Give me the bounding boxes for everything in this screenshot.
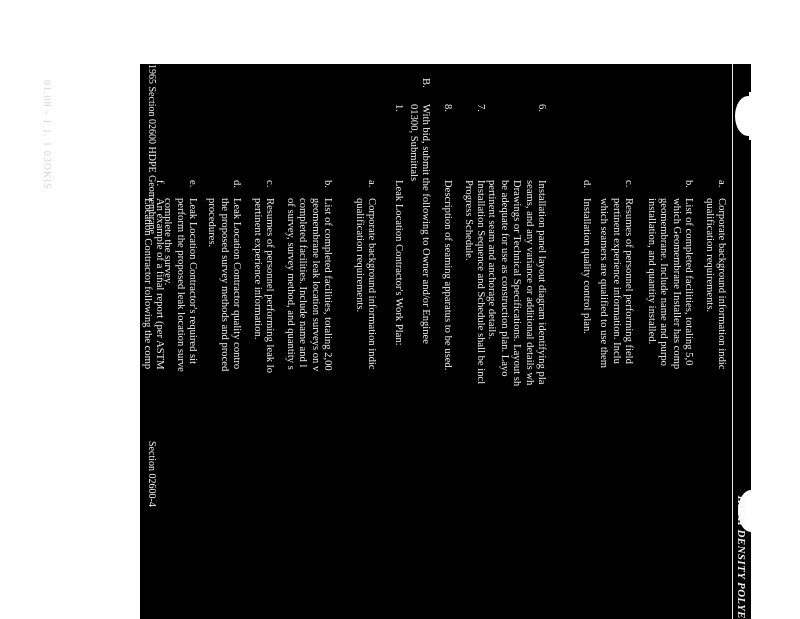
section-text-line: Corporate background information indic (366, 198, 377, 370)
section-label: a. (716, 180, 727, 188)
section-text-line: Progress Schedule. (462, 180, 474, 261)
section-label: c. (264, 180, 275, 188)
section-text-line: the proposed survey methods and proced (218, 198, 230, 372)
section-text-line: List of completed facilities, totaling 5,0 (683, 198, 694, 366)
section-text-line: An example of a final report (per ASTM (154, 198, 165, 370)
punch-hole-middle-edge (751, 486, 763, 536)
section-text-line: Installation panel layout diagram identifying pla (536, 180, 547, 385)
section-label: e. (187, 180, 198, 188)
section-text-line: installation, and quantity installed. (645, 198, 657, 345)
page-header: HIGH DENSITY POLYE (735, 495, 747, 619)
section-label: b. (683, 180, 694, 188)
section-text-line: geomembrane. Include name and purpo (658, 198, 670, 366)
section-label: b. (322, 180, 333, 188)
section-label: 6. (536, 104, 547, 112)
section-label: 7. (475, 104, 486, 112)
section-text-line: pertinent seam and anchorage details. (486, 180, 498, 340)
section-text-line: Installation Sequence and Schedule shall be incl (475, 180, 486, 385)
section-text-line: qualification requirements. (353, 198, 365, 313)
bleed-through-text: 01.08 - 1 1. 1 03OKlS (41, 80, 52, 190)
section-label: 1. (393, 104, 404, 112)
section-text-line: List of completed facilities, totaling 2,00 (322, 198, 333, 371)
rotated-page-content (140, 64, 751, 619)
section-text-line: seams, and any variance or additional details wh (523, 180, 535, 386)
footer-left: 1965 Section 02600 HDPE Geomembrane (146, 64, 157, 234)
section-text-line: Resumes of personnel performing leak lo (264, 198, 275, 374)
punch-hole-top-edge (749, 92, 763, 140)
section-label: B. (420, 78, 431, 88)
section-text-line: Leak Location Contractor quality contro (231, 198, 242, 370)
section-text-line: Corporate background information indic (716, 198, 727, 370)
section-label: 8. (442, 104, 453, 112)
section-text-line: Installation quality control plan. (581, 198, 592, 334)
section-text-line: complete the survey. (162, 198, 174, 286)
section-text-line: With bid, submit the following to Owner and/or Enginee (420, 104, 431, 344)
section-label: d. (231, 180, 242, 188)
section-text-line: Leak Location Contractor's required sit (187, 198, 198, 365)
section-text-line: of survey, survey method, and quantity s (284, 198, 296, 370)
section-label: c. (623, 180, 634, 188)
section-text-line: which seamers are qualified to use them (598, 198, 610, 369)
section-text-line: geomembrane leak location surveys on v (309, 198, 321, 372)
section-text-line: 01300, Submittals (407, 104, 419, 182)
section-text-line: pertinent experience information. Inclu (610, 198, 622, 364)
section-text-line: Resumes of personnel performing field (623, 198, 634, 364)
section-text-line: procedures. (206, 198, 218, 248)
section-text-line: completed facilities. Include name and l (297, 198, 309, 368)
section-text-line: pertinent experience information. (251, 198, 263, 340)
footer-right: Section 02600-4 (146, 441, 157, 507)
section-text-line: qualification requirements. (703, 198, 715, 313)
section-text-line: perform the proposed leak location surve (174, 198, 186, 372)
section-text-line: Leak Location Contractor's Work Plan: (393, 180, 404, 346)
section-text-line: be adequate for use as construction plan. Layo (498, 180, 510, 377)
section-text-line: Description of seaming apparatus to be used. (442, 180, 453, 371)
section-label: f. (154, 180, 165, 187)
section-label: a. (366, 180, 377, 188)
section-text-line: which Geomembrane Installer has comp (670, 198, 682, 370)
section-label: d. (581, 180, 592, 188)
section-text-line: Location Contractor following the comp (141, 198, 153, 370)
header-rule (732, 64, 733, 619)
section-text-line: Drawings or Technical Specifications. Layout sh (511, 180, 523, 387)
